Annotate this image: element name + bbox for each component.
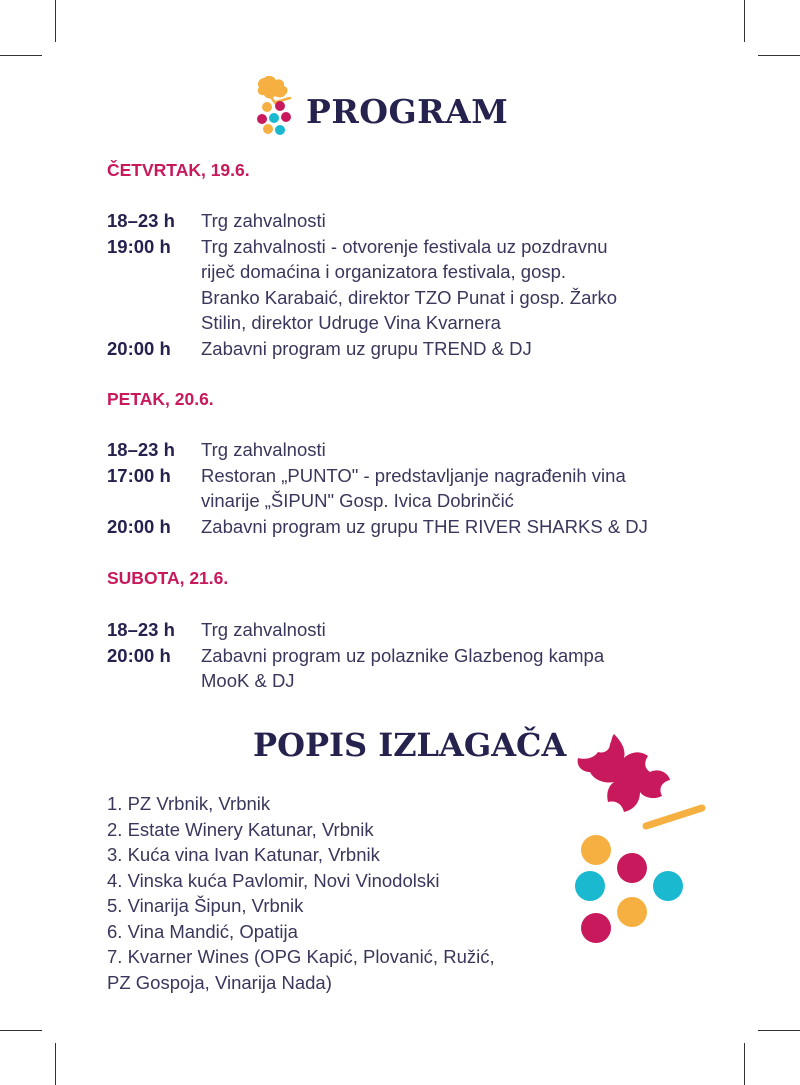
program-title: PROGRAM (306, 92, 509, 131)
crop-mark (744, 0, 745, 42)
list-item: 6. Vina Mandić, Opatija (107, 920, 298, 942)
schedule-day-3 (107, 617, 727, 694)
schedule-day-2 (107, 437, 727, 539)
crop-mark (744, 1043, 745, 1085)
list-item: 5. Vinarija Šipun, Vrbnik (107, 895, 304, 916)
crop-mark (758, 55, 800, 56)
day-heading: ČETVRTAK, 19.6. (107, 160, 250, 180)
exhibitors-list (107, 791, 547, 995)
day-heading: SUBOTA, 21.6. (107, 568, 229, 588)
list-item: 4. Vinska kuća Pavlomir, Novi Vinodolski (107, 869, 440, 891)
schedule-entry (107, 617, 727, 643)
entry-time: 20:00 h (107, 337, 171, 359)
crop-mark (55, 0, 56, 42)
schedule-day-1 (107, 208, 727, 361)
entry-time: 19:00 h (107, 235, 171, 257)
entry-time: 20:00 h (107, 515, 171, 537)
exhibitors-title: POPIS IZLAGAČA (253, 726, 567, 764)
entry-description: Zabavni program uz polaznike Glazbenog kampa MooK & DJ (201, 644, 605, 691)
grapes-logo-icon (568, 728, 718, 964)
crop-mark (0, 1030, 42, 1031)
entry-time: 18–23 h (107, 619, 175, 640)
list-item: 7. Kvarner Wines (OPG Kapić, Plovanić, Ružić, PZ Gospoja, Vinarija Nada) (107, 946, 495, 993)
list-item: 1. PZ Vrbnik, Vrbnik (107, 793, 271, 814)
day-heading: PETAK, 20.6. (107, 389, 214, 409)
entry-description: Trg zahvalnosti (201, 619, 326, 640)
grape-leaf-icon (250, 74, 298, 140)
entry-time: 18–23 h (107, 210, 175, 231)
schedule-entry (107, 463, 727, 514)
program-header (250, 74, 570, 144)
entry-time: 17:00 h (107, 464, 171, 486)
schedule-entry (107, 437, 727, 463)
schedule-entry (107, 336, 727, 362)
list-item: 2. Estate Winery Katunar, Vrbnik (107, 818, 374, 840)
entry-description: Trg zahvalnosti - otvorenje festivala uz pozdravnu riječ domaćina i organizatora festivala, gosp. Branko Karabaić, direktor TZO Punat i gosp. Žarko Stilin, direktor Udruge Vina Kvarnera (201, 235, 618, 333)
schedule-entry (107, 643, 727, 694)
entry-description: Zabavni program uz grupu TREND & DJ (201, 337, 532, 359)
schedule-entry (107, 514, 727, 540)
entry-time: 18–23 h (107, 439, 175, 460)
entry-time: 20:00 h (107, 644, 171, 666)
crop-mark (0, 55, 42, 56)
crop-mark (758, 1030, 800, 1031)
list-item: 3. Kuća vina Ivan Katunar, Vrbnik (107, 844, 380, 865)
entry-description: Restoran „PUNTO" - predstavljanje nagrađenih vina vinarije „ŠIPUN" Gosp. Ivica Dobrinčić (201, 464, 626, 511)
entry-description: Zabavni program uz grupu THE RIVER SHARKS & DJ (201, 515, 648, 537)
entry-description: Trg zahvalnosti (201, 210, 326, 231)
entry-description: Trg zahvalnosti (201, 439, 326, 460)
schedule-entry (107, 208, 727, 234)
crop-mark (55, 1043, 56, 1085)
schedule-entry (107, 234, 727, 336)
